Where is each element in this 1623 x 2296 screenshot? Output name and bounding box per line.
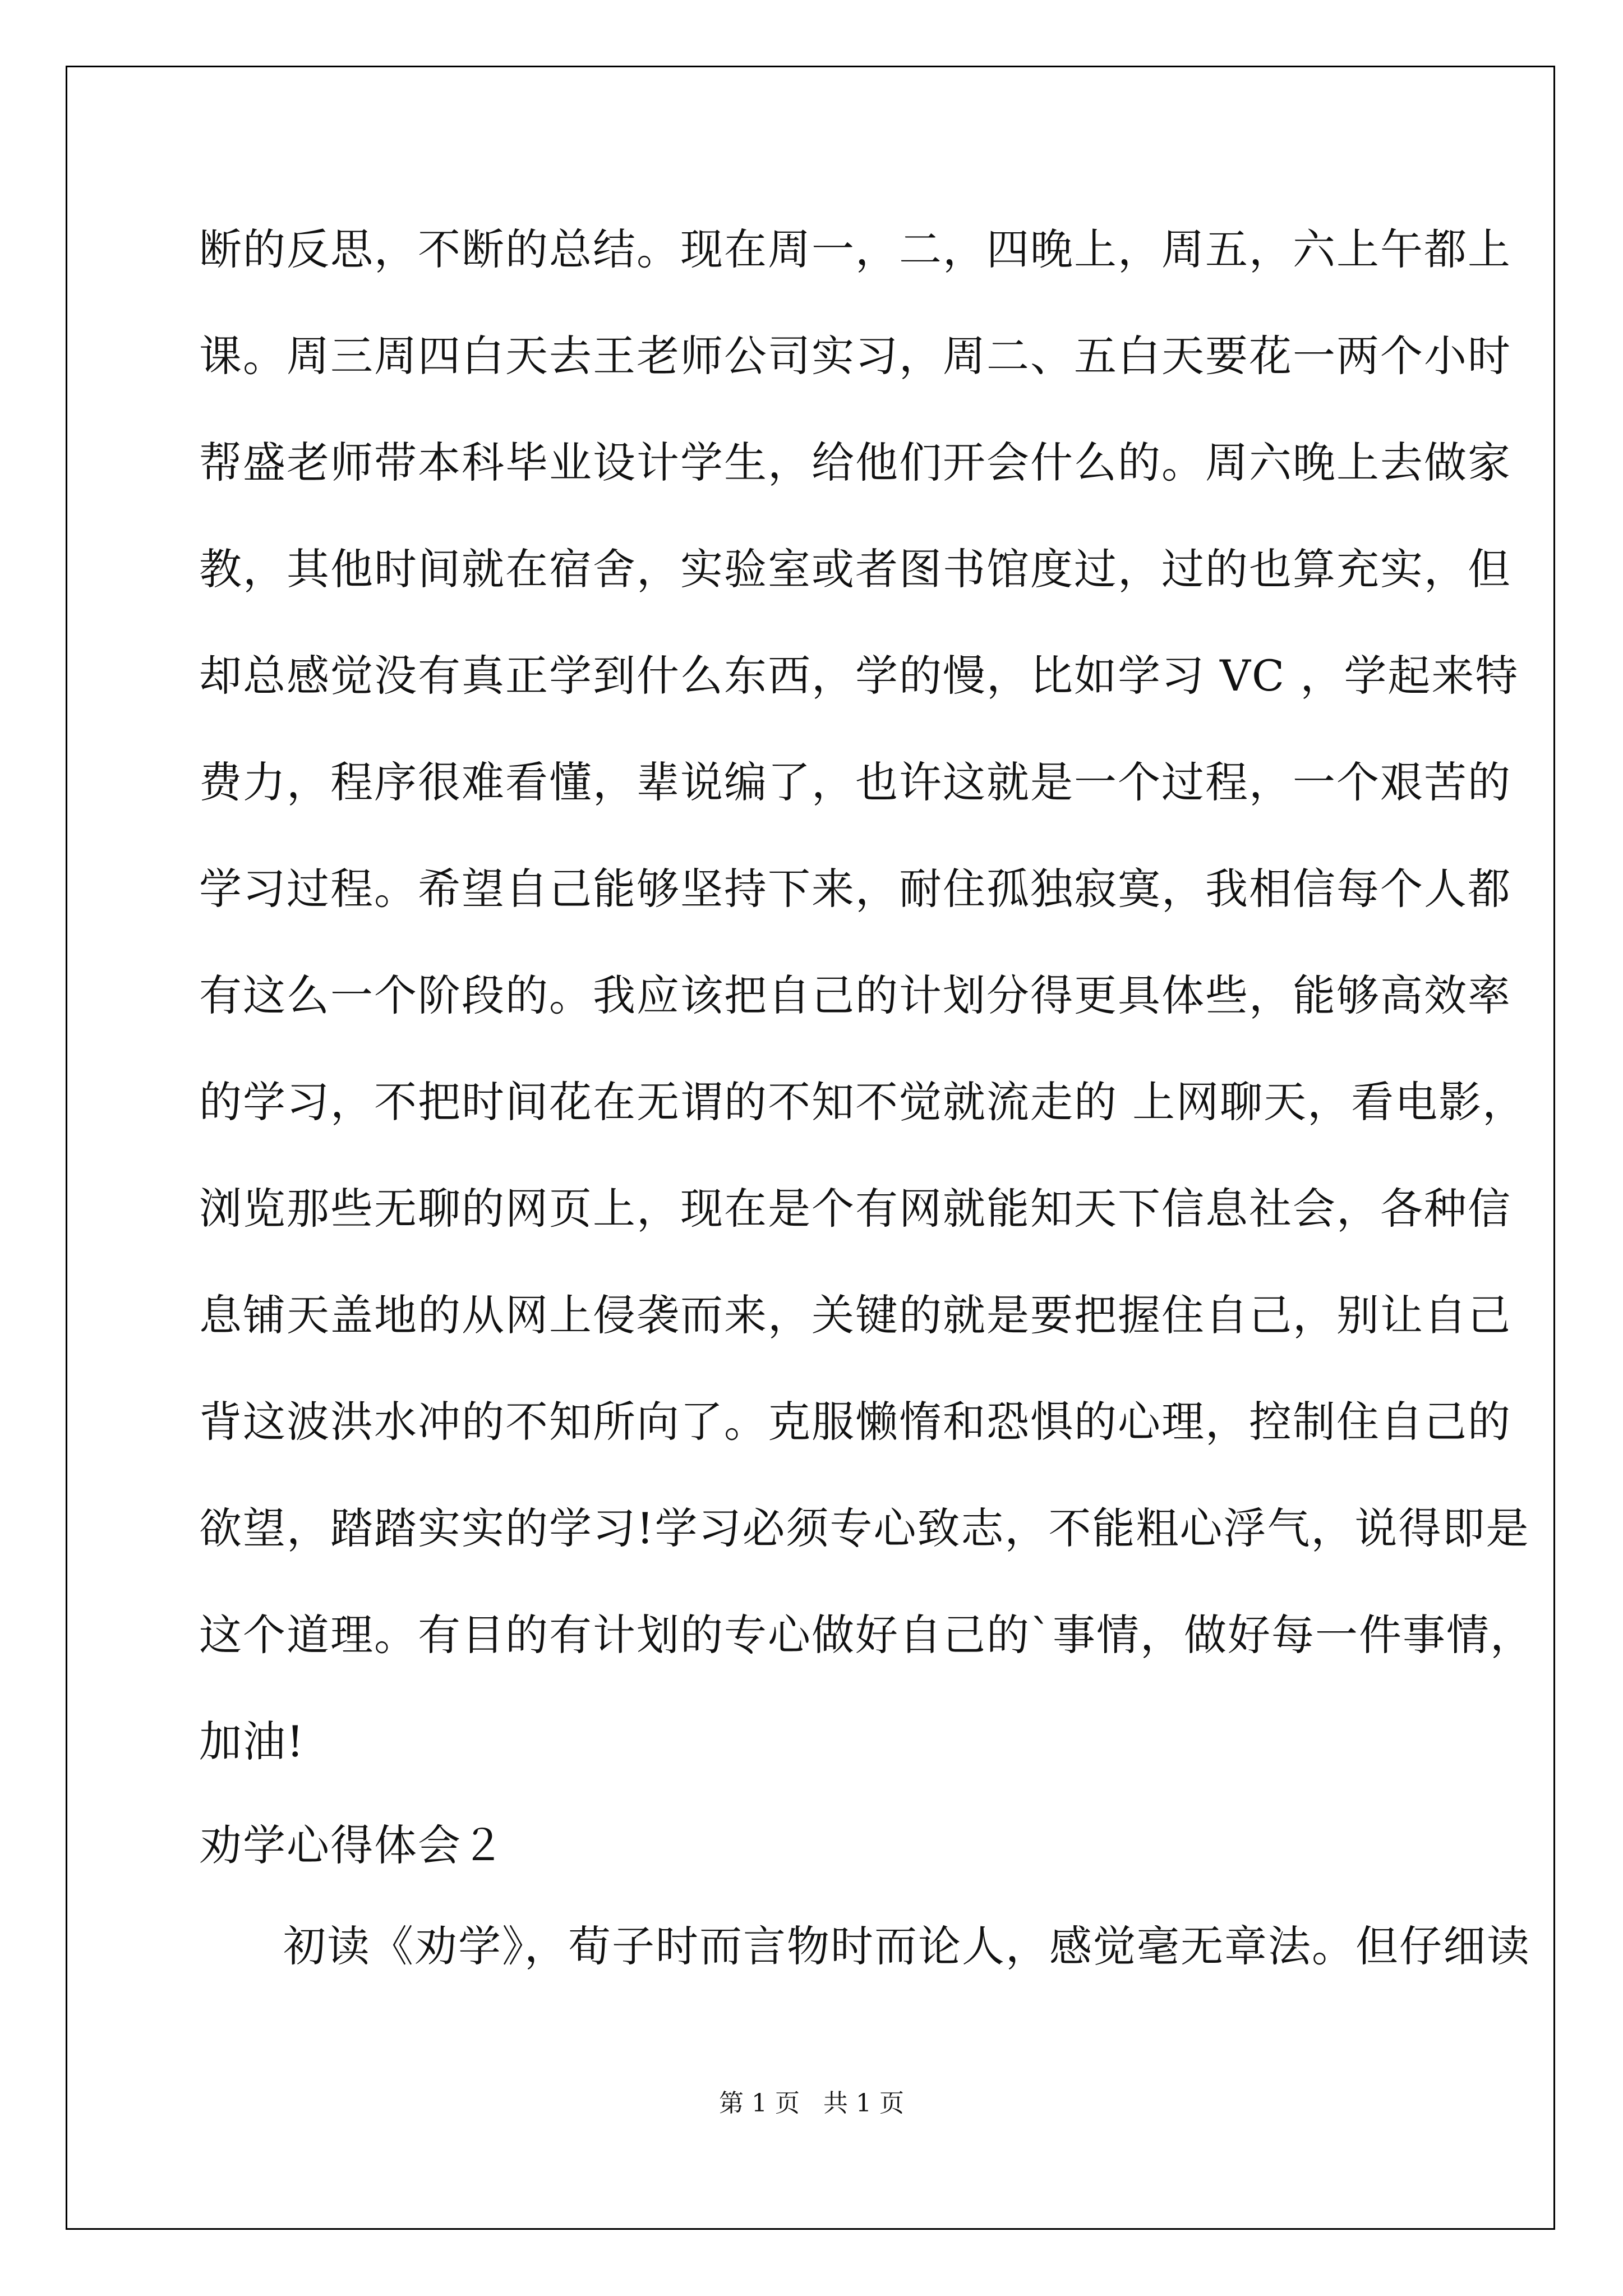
- body-line: 课。周三周四白天去王老师公司实习，周二、五白天要花一两个小时: [199, 331, 1511, 381]
- body-line: 的学习，不把时间花在无谓的不知不觉就流走的 上网聊天，看电影，: [199, 1077, 1527, 1127]
- body-line: 费力，程序很难看懂，辈说编了，也许这就是一个过程，一个艰苦的: [199, 757, 1511, 807]
- body-line: 却总感觉没有真正学到什么东西，学的慢，比如学习 VC ，学起来特: [199, 651, 1519, 701]
- body-line: 学习过程。希望自己能够坚持下来，耐住孤独寂寞，我相信每个人都: [199, 864, 1511, 914]
- section-heading: 劝学心得体会２: [199, 1820, 505, 1870]
- body-line: 加油!: [199, 1717, 305, 1766]
- body-line: 断的反思，不断的总结。现在周一，二，四晚上，周五，六上午都上: [199, 224, 1511, 274]
- body-line: 教，其他时间就在宿舍，实验室或者图书馆度过，过的也算充实，但: [199, 544, 1511, 594]
- body-line: 背这波洪水冲的不知所向了。克服懒惰和恐惧的心理，控制住自己的: [199, 1397, 1511, 1447]
- body-line: 息铺天盖地的从网上侵袭而来，关键的就是要把握住自己，别让自己: [199, 1290, 1511, 1340]
- page-footer: 第 1 页 共 1 页: [719, 2089, 904, 2118]
- body-line: 有这么一个阶段的。我应该把自己的计划分得更具体些，能够高效率: [199, 970, 1511, 1020]
- body-line: 这个道理。有目的有计划的专心做好自己的`事情，做好每一件事情，: [199, 1610, 1534, 1660]
- body-line: 帮盛老师带本科毕业设计学生，给他们开会什么的。周六晚上去做家: [199, 438, 1511, 487]
- paragraph-first-line: 初读《劝学》，荀子时而言物时而论人，感觉毫无章法。但仔细读: [283, 1921, 1530, 1971]
- body-paragraph: [199, 222, 1534, 1820]
- body-line: 欲望，踏踏实实的学习!学习必须专心致志，不能粗心浮气，说得即是: [199, 1503, 1530, 1553]
- body-line: 浏览那些无聊的网页上，现在是个有网就能知天下信息社会，各种信: [199, 1184, 1511, 1234]
